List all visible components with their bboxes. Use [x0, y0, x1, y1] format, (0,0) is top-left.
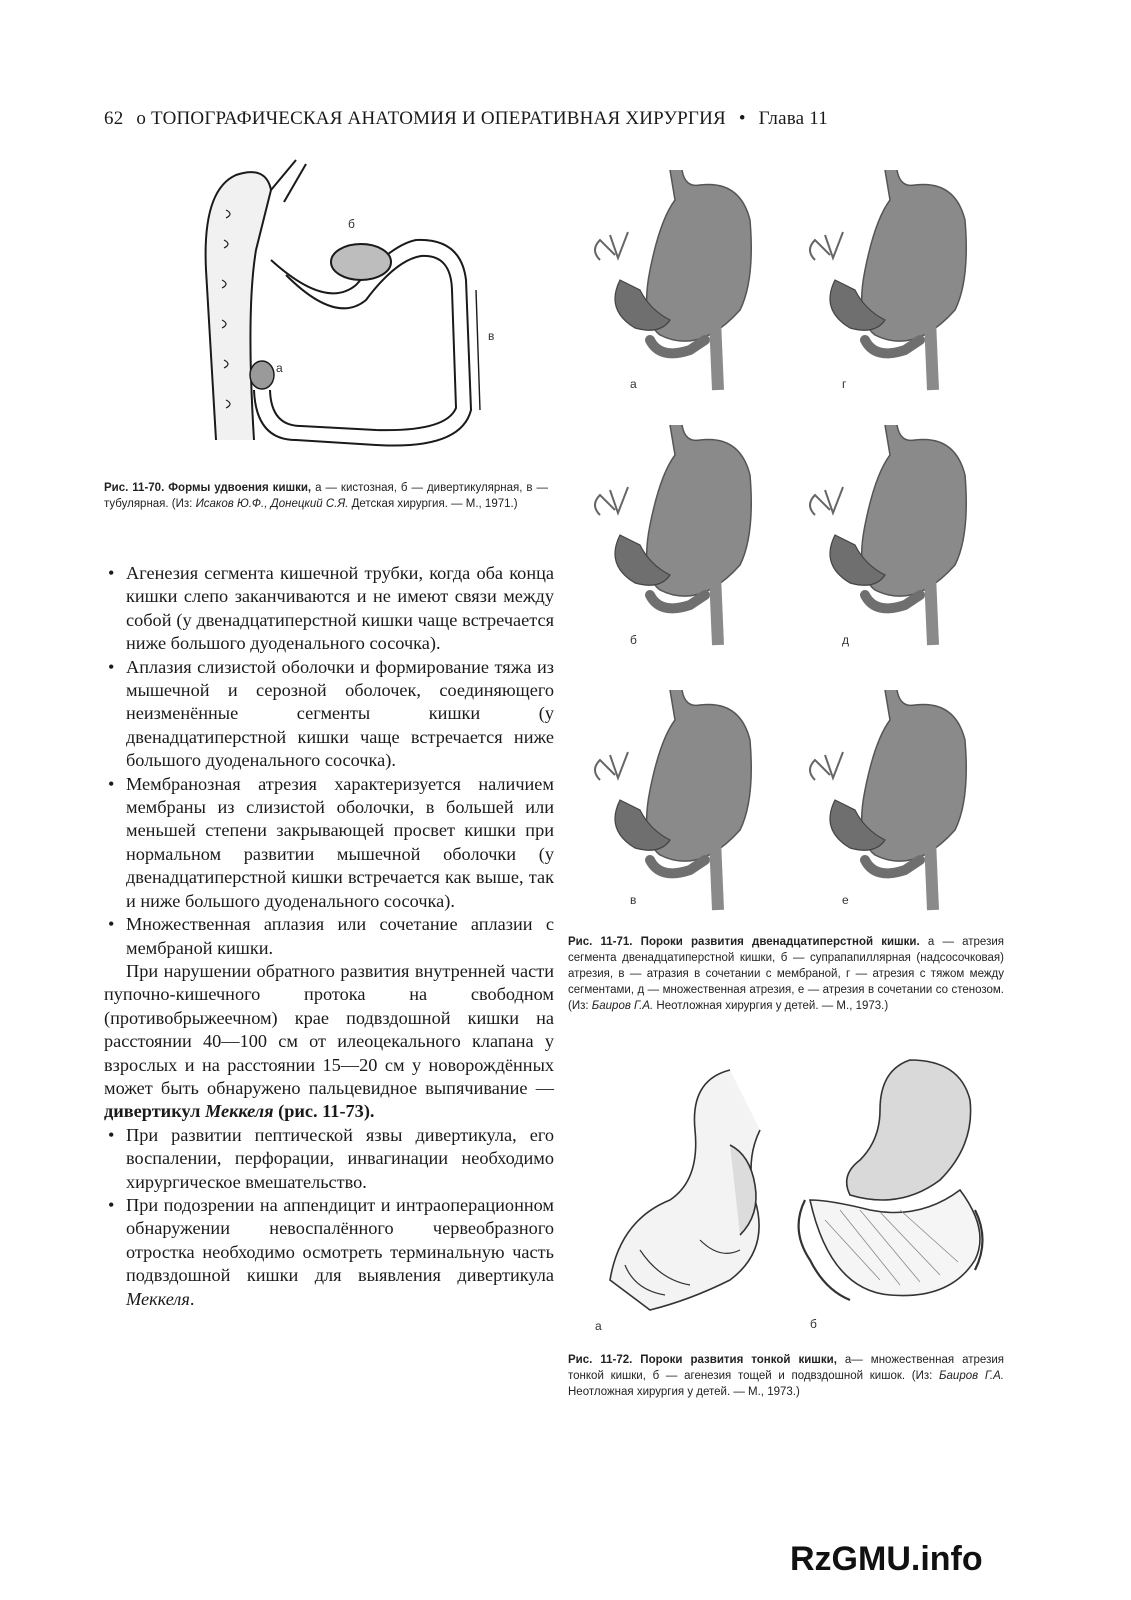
fig71-label-d: д: [842, 633, 850, 647]
meckel-term: дивертикул: [104, 1101, 205, 1122]
fig71-caption-text: а — атрезия сегмента двенадцатиперстной кишки, б — супрапапиллярная (надсосочковая) атрезия, в — атразия в сочетании с мембраной, г — атрезия с тяжом между сегментами, д — множественная атрезия, е — атрезия в сочетании со стенозом. (Из:: [568, 936, 1005, 1012]
fig71-caption-title: Рис. 11-71. Пороки развития двенадцатиперстной кишки.: [568, 936, 920, 948]
fig71-caption-authors: Баиров Г.А.: [591, 1000, 654, 1012]
atresia-forms-list: [104, 562, 554, 960]
meckel-paragraph-text: При нарушении обратного развития внутренней части пупочно-кишечного протока на свободном (противобрыжеечном) крае подвздошной кишки на расстоянии 40—100 см от илеоцекального клапана у взрослых и на расстоянии 15—20 см у новорождённых может быть обнаружено пальцевидное выпячивание —: [104, 960, 554, 1098]
fig71-label-e: е: [842, 893, 849, 907]
fig72-caption-source: Неотложная хирургия у детей. — М., 1973.): [568, 1386, 800, 1398]
list-item: • При развитии пептической язвы дивертикула, его воспалении, перфорации, инвагинации необходимо хирургическое вмешательство.: [104, 1124, 554, 1194]
fig70-caption-text: а — кистозная, б — дивертикулярная, в — тубулярная. (Из:: [104, 482, 548, 510]
figure-11-71-caption: [568, 934, 1004, 1014]
chapter-label: Глава 11: [758, 108, 828, 129]
figure-11-72: [580, 1050, 1000, 1340]
page-number: 62: [104, 108, 124, 129]
meckel-paragraph: [104, 960, 554, 1124]
fig71-caption-source: Неотложная хирургия у детей. — М., 1973.): [653, 1000, 889, 1012]
list-item: • Множественная аплазия или сочетание аплазии с мембраной кишки.: [104, 913, 554, 960]
panel-e: [810, 690, 966, 910]
fig72-label-a: а: [595, 1319, 602, 1333]
meckel-figure-ref: (рис. 11-73).: [273, 1101, 375, 1122]
book-title: ТОПОГРАФИЧЕСКАЯ АНАТОМИЯ И ОПЕРАТИВНАЯ ХИРУРГИЯ: [151, 108, 726, 129]
fig70-label-v: в: [488, 329, 495, 343]
fig70-caption-source: Детская хирургия. — М., 1971.): [348, 498, 518, 510]
figure-11-70: [176, 150, 516, 470]
fig72-caption-authors: Баиров Г.А.: [939, 1370, 1004, 1382]
running-header: [104, 108, 934, 130]
figure-11-70-caption: [104, 480, 548, 512]
bullet6-name: Меккеля: [126, 1288, 190, 1309]
figure-11-72-caption: [568, 1352, 1004, 1400]
fig71-label-a: а: [630, 377, 637, 391]
panel-g: [810, 170, 966, 390]
header-marker: о: [136, 108, 147, 129]
fig70-label-b: б: [348, 217, 355, 231]
intestine-duplication-drawing: [176, 150, 516, 470]
fig71-label-b: б: [630, 633, 637, 647]
list-item: • Аплазия слизистой оболочки и формирование тяжа из мышечной и серозной оболочек, соединяющего неизменённые сегменты кишки (у двенадцатиперстной кишки чаще встречается ниже большого дуоденального сосочка).: [104, 656, 554, 773]
panel-d: [810, 425, 966, 645]
meckel-indications-list: [104, 1124, 554, 1311]
panel-a: [595, 170, 751, 390]
panel-v: [595, 690, 751, 910]
figure-11-71: [580, 160, 1000, 920]
fig71-label-v: в: [630, 893, 637, 907]
fig72-caption-text: а— множественная атрезия тонкой кишки, б — агенезия тощей и подвздошной кишок. (Из:: [568, 1354, 1004, 1382]
site-watermark: RzGMU.info: [790, 1540, 983, 1578]
list-item: • Мембранозная атрезия характеризуется наличием мембраны из слизистой оболочки, в большей или меньшей степени закрывающей просвет кишки при нормальном развитии мышечной оболочки (у двенадцатиперстной кишки встречается как выше, так и ниже большого дуоденального сосочка).: [104, 773, 554, 913]
bullet6-end: .: [189, 1288, 195, 1309]
bullet6-text: При подозрении на аппендицит и интраоперационном обнаружении невоспалённого червеобразного отростка необходимо осмотреть терминальную часть подвздошной кишки для выявления дивертикула: [126, 1194, 554, 1286]
meckel-term-name: Меккеля: [205, 1101, 274, 1122]
small-intestine-anomalies-drawing: [580, 1050, 1000, 1340]
header-separator: •: [738, 108, 746, 129]
list-item: [104, 1194, 554, 1311]
duodenum-anomalies-drawing: [580, 160, 1000, 920]
fig70-caption-title: Рис. 11-70. Формы удвоения кишки,: [104, 482, 312, 494]
fig72-caption-title: Рис. 11-72. Пороки развития тонкой кишки,: [568, 1354, 837, 1366]
fig71-label-g: г: [842, 377, 847, 391]
list-item: • Агенезия сегмента кишечной трубки, когда оба конца кишки слепо заканчиваются и не имеют связи между собой (у двенадцатиперстной кишки чаще встречается ниже большого дуоденального сосочка).: [104, 562, 554, 656]
fig70-caption-authors: Исаков Ю.Ф., Донецкий С.Я.: [195, 498, 349, 510]
fig72-label-b: б: [810, 1317, 817, 1331]
main-text-column: [104, 562, 554, 1311]
fig70-label-a: а: [276, 361, 283, 375]
panel-b: [595, 425, 751, 645]
